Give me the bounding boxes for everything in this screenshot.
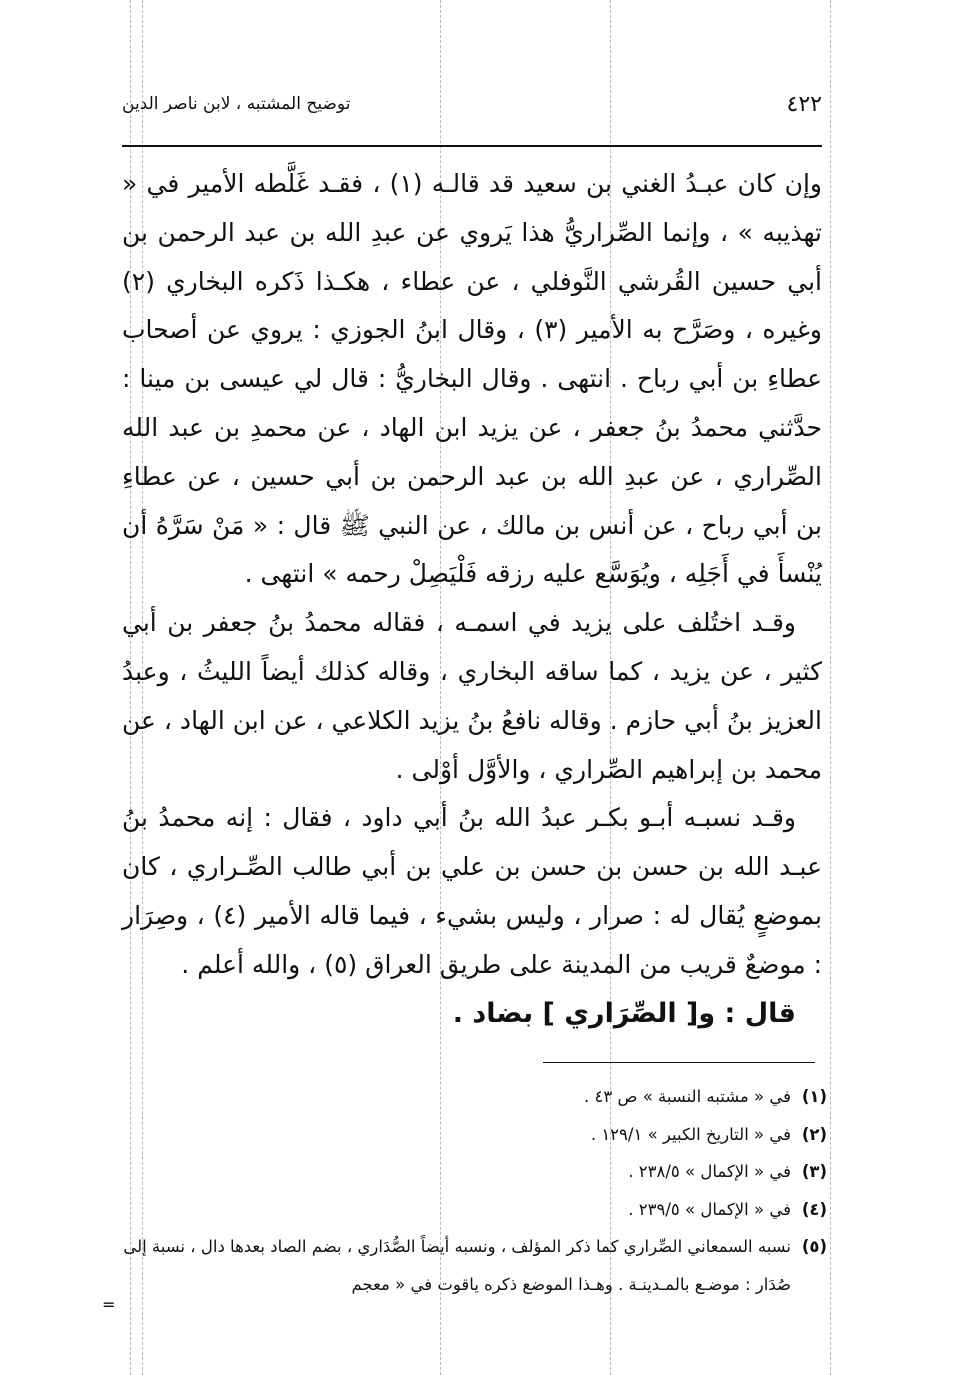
paragraph: وقـد اختُلف على يزيد في اسمـه ، فقاله محمدُ بنُ جعفر بن أبي كثير ، عن يزيد ، كما ساقه البخاري ، وقاله كذلك أيضاً الليثُ ، وعبدُ العزيز بنُ أبي حازم . وقاله نافعُ بنُ يزيد الكلاعي ، عن ابن الهاد ، عن محمد بن إبراهيم الصِّراري ، والأوَّل أوْلى . [122, 608, 822, 784]
footnote-number: (٣) [801, 1162, 827, 1181]
main-text [122, 160, 822, 1038]
footnote-text: نسبه السمعاني الصِّراري كما ذكر المؤلف ، ونسبه أيضاً الصُّدَاري ، بضم الصاد بعدها دال ، نسبة إلى صُدَار : موضـع بالمـدينـة . وهـذا الموضع ذكره ياقوت في « معجم [123, 1237, 791, 1294]
footnote-number: (٢) [801, 1124, 827, 1144]
paragraph: وإن كان عبـدُ الغني بن سعيد قد قالـه (١) ، فقـد غَلَّطه الأمير في « تهذيبه » ، وإنما الصِّراريُّ هذا يَروي عن عبدِ الله بن عبد الرحمن بن أبي حسين القُرشي النَّوفلي ، عن عطاء ، هكـذا ذَكره البخاري (٢) وغيره ، وصَرَّح به الأمير (٣) ، وقال ابنُ الجوزي : يروي عن أصحاب عطاءِ بن أبي رباح . انتهى . وقال البخاريُّ : قال لي عيسى بن مينا : حدَّثني محمدُ بنُ جعفر ، عن يزيد ابن الهاد ، عن محمدِ بن عبد الله الصِّراري ، عن عبدِ الله بن عبد الرحمن بن أبي حسين ، عن عطاءِ بن أبي رباح ، عن أنس بن مالك ، عن النبي ﷺ قال : « مَنْ سَرَّهُ أن يُنْسأَ في أَجَلِه ، ويُوَسَّع عليه رزقه فَلْيَصِلْ رحمه » انتهى . [122, 169, 822, 589]
scan-guide-line [830, 0, 831, 1375]
page-number: ٤٢٢ [786, 92, 822, 117]
footnote [122, 1116, 827, 1154]
closing-line: قال : و[ الصِّرَاري ] بضاد . [452, 997, 796, 1029]
footnote-text: في « مشتبه النسبة » ص ٤٣ . [584, 1087, 791, 1106]
footnote-number: (٤) [801, 1199, 827, 1219]
footnote-text: في « الإكمال » ٢٣٩/٥ . [628, 1199, 791, 1219]
header-rule [122, 145, 822, 147]
footnote-number: (٥) [801, 1237, 827, 1256]
footnote-text: في « الإكمال » ٢٣٨/٥ . [628, 1162, 791, 1181]
continuation-mark: = [102, 1295, 116, 1314]
footnote-text: في « التاريخ الكبير » ١٢٩/١ . [590, 1124, 791, 1144]
footnote [122, 1228, 827, 1303]
footnote [122, 1078, 827, 1116]
footnote [122, 1153, 827, 1191]
page-header [122, 92, 822, 132]
footnote-rule [543, 1062, 815, 1063]
running-title: توضيح المشتبه ، لابن ناصر الدين [122, 94, 351, 114]
paragraph: وقـد نسبـه أبـو بكـر عبدُ الله بنُ أبي داود ، فقال : إنه محمدُ بنُ عبـد الله بن حسن بن حسن بن علي بن أبي طالب الصِّـراري ، كان بموضعٍ يُقال له : صرار ، وليس بشيء ، فيما قاله الأمير (٤) ، وصِرَار : موضعٌ قريب من المدينة على طريق العراق (٥) ، والله أعلم . [122, 803, 822, 979]
footnote-number: (١) [801, 1087, 827, 1106]
footnote [122, 1191, 827, 1229]
footnotes [122, 1078, 827, 1303]
